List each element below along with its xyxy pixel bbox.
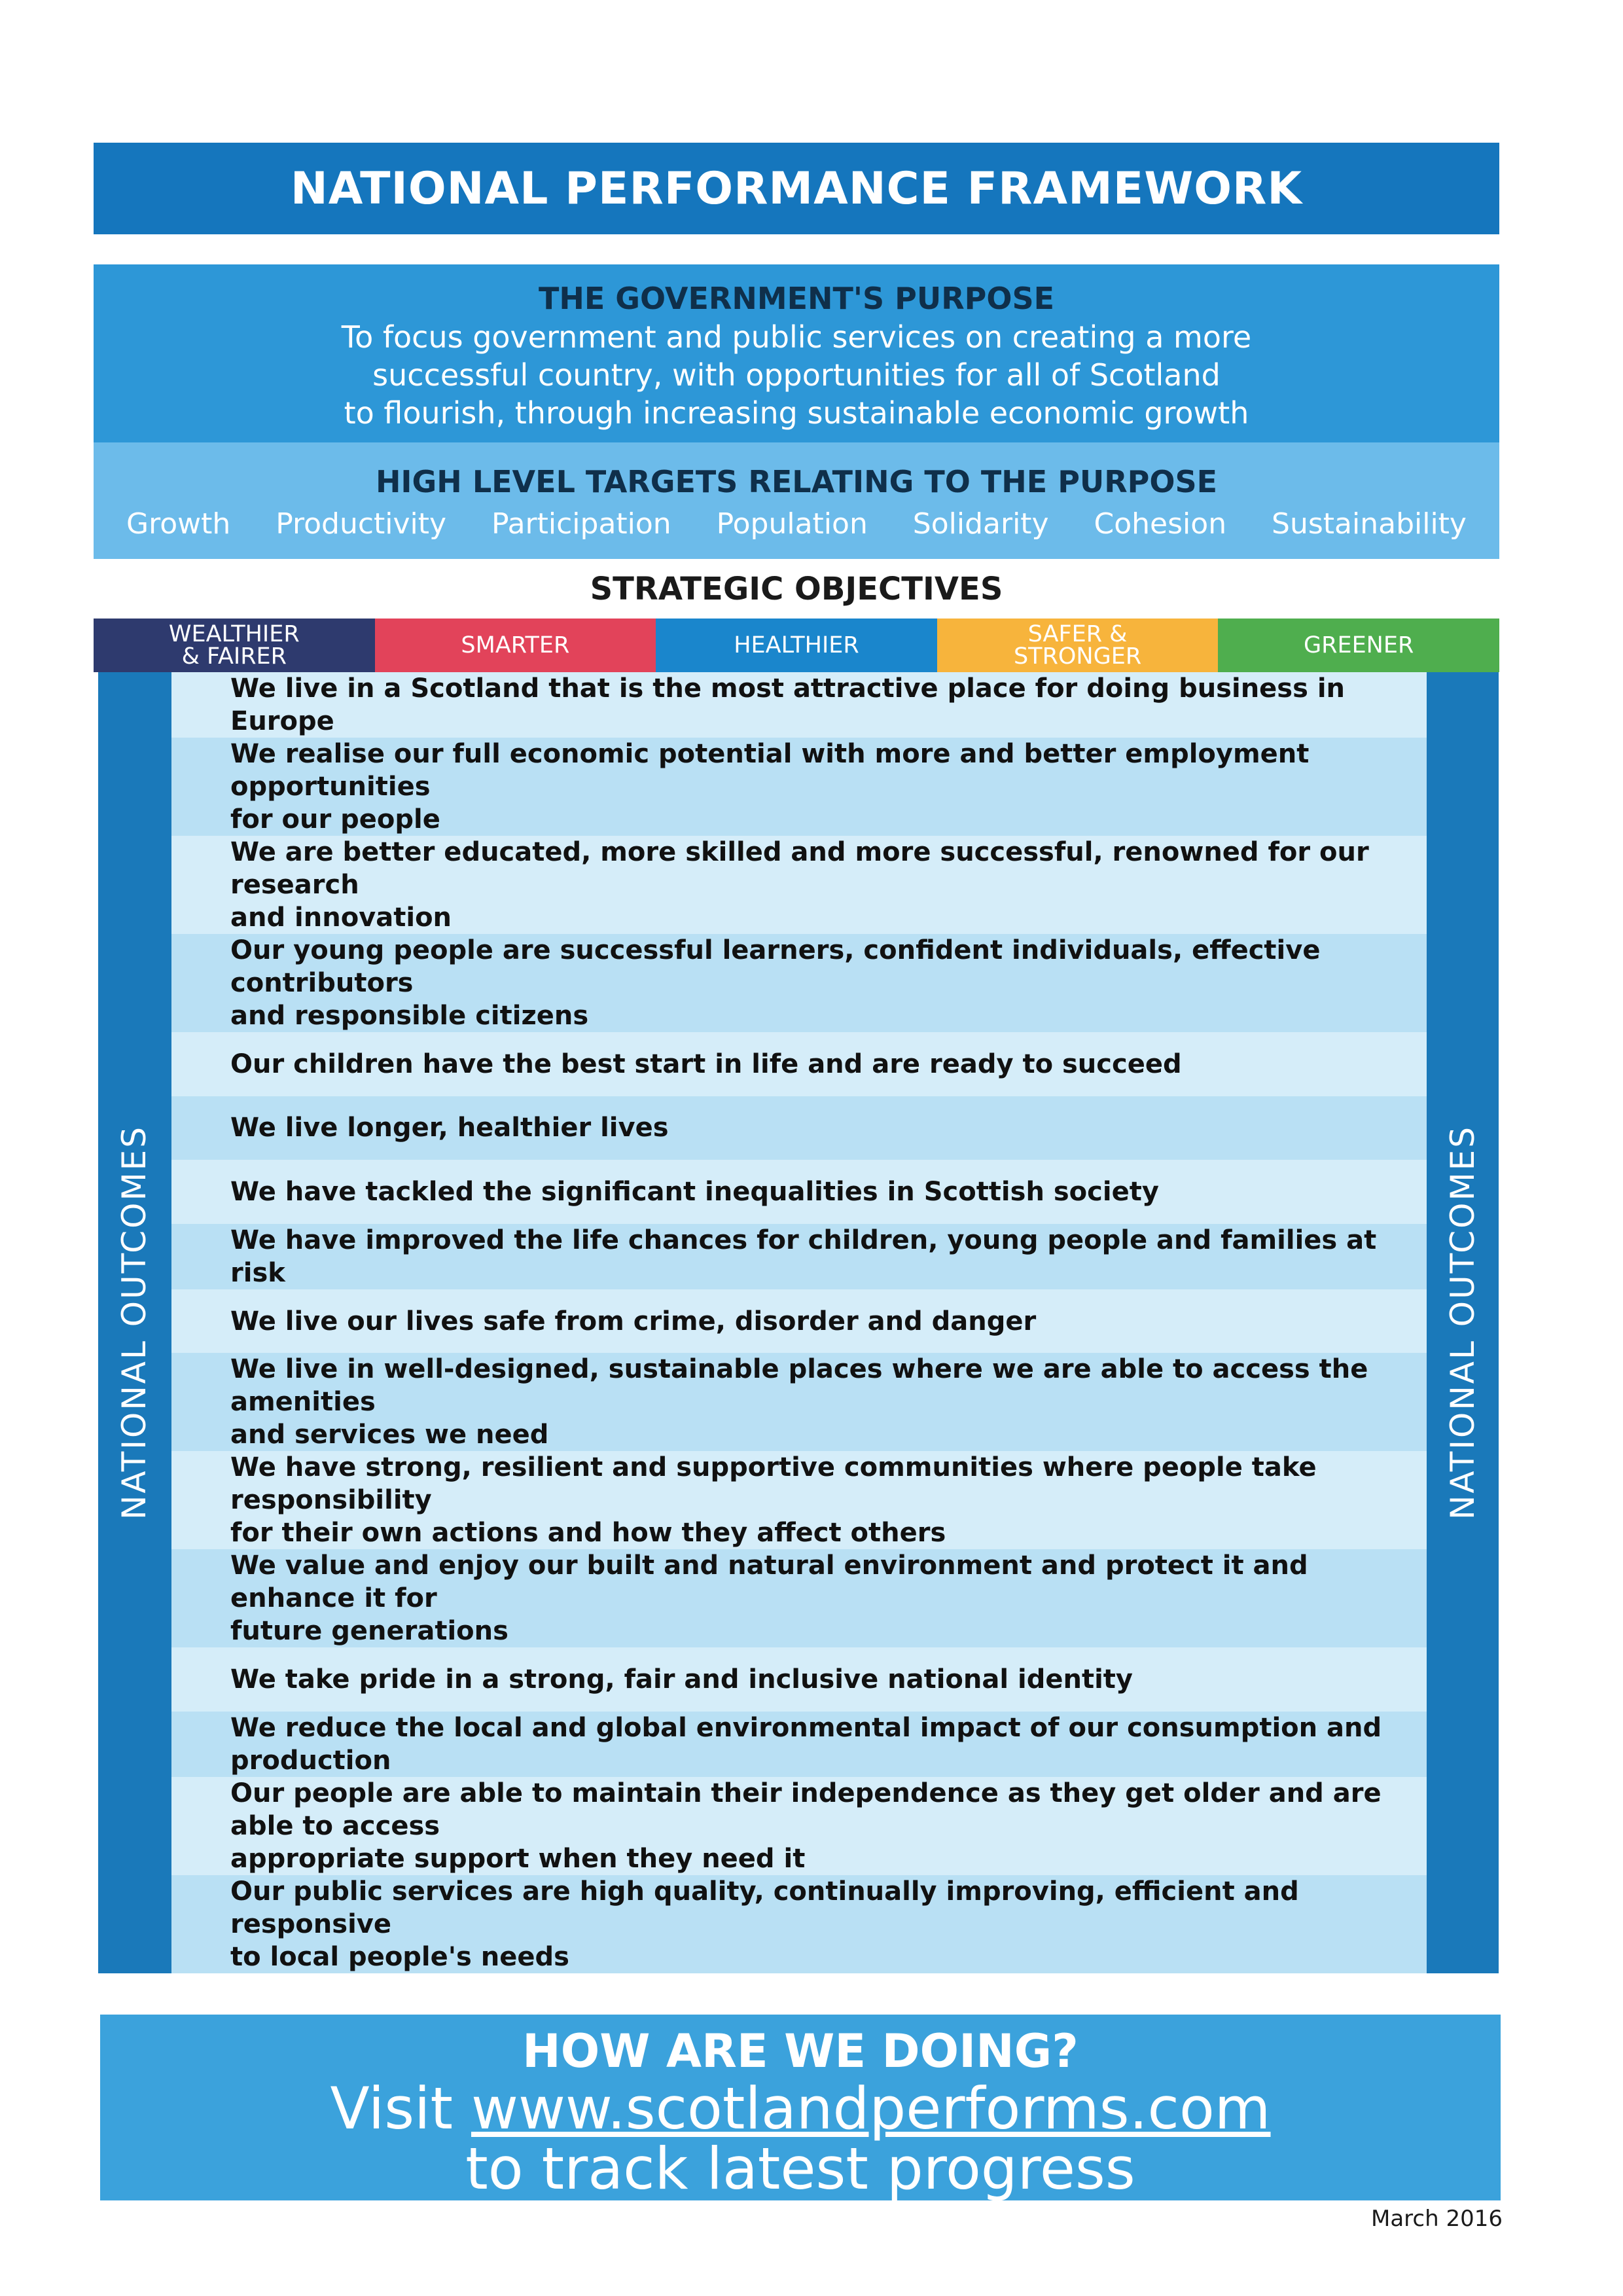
outcome-row [171,1032,1427,1096]
objective-smarter [375,619,656,672]
outcome-text: appropriate support when they need it [230,1843,806,1874]
objective-label-line: WEALTHIER [168,621,300,647]
outcome-row [171,1224,1427,1289]
strategic-objectives-heading: STRATEGIC OBJECTIVES [590,571,1003,607]
high-level-targets-panel [94,442,1499,559]
outcome-row [171,1289,1427,1354]
outcome-text: Our young people are successful learners, confident individuals, effective contributors [230,935,1321,998]
outcome-text: Our public services are high quality, continually improving, efficient and responsive [230,1876,1299,1939]
objective-greener [1218,619,1499,672]
target-population: Population [716,507,868,541]
outcome-row [171,836,1427,934]
objective-label-line: HEALTHIER [734,632,859,658]
outcome-row [171,1549,1427,1647]
targets-list [94,505,1499,543]
outcome-text: We reduce the local and global environmental impact of our consumption and production [230,1712,1382,1776]
outcome-text: for their own actions and how they affect others [230,1518,946,1549]
outcome-text: We live longer, healthier lives [230,1113,669,1143]
outcome-row [171,1160,1427,1224]
targets-heading: HIGH LEVEL TARGETS RELATING TO THE PURPOSE [375,464,1218,499]
outcome-row [171,738,1427,836]
target-participation: Participation [491,507,671,541]
target-cohesion: Cohesion [1094,507,1227,541]
outcome-row [171,672,1427,738]
government-purpose-panel [94,264,1499,442]
objective-label-line: STRONGER [1013,643,1142,670]
scotlandperforms-link[interactable]: www.scotlandperforms.com [471,2075,1271,2142]
outcome-text: We have improved the life chances for children, young people and families at risk [230,1225,1377,1288]
outcome-text: We realise our full economic potential with more and better employment opportunities [230,739,1310,802]
outcome-row [171,1451,1427,1549]
national-outcomes-side-label-left [98,672,170,1973]
objective-healthier [656,619,937,672]
target-solidarity: Solidarity [912,507,1049,541]
objective-label-line: & FAIRER [181,643,287,670]
objective-label-line: SAFER & [1027,621,1128,647]
outcome-row [171,1647,1427,1712]
objective-safer-stronger [937,619,1219,672]
outcome-text: Our children have the best start in life and are ready to succeed [230,1049,1182,1079]
outcome-row [171,1353,1427,1451]
outcome-text: We take pride in a strong, fair and inclusive national identity [230,1664,1133,1695]
objective-label-line: GREENER [1304,632,1414,658]
side-label-text: NATIONAL OUTCOMES [115,1125,153,1520]
strategic-objectives-bar [94,619,1499,672]
purpose-line-2: successful country, with opportunities for all of Scotland [372,357,1221,393]
how-are-we-doing-panel [100,2015,1501,2200]
outcome-text: for our people [230,804,440,834]
outcome-text: We have strong, resilient and supportive communities where people take responsibility [230,1452,1317,1516]
side-label-text: NATIONAL OUTCOMES [1444,1125,1482,1520]
footer-visit-prefix: Visit [330,2075,471,2142]
outcome-row [171,1096,1427,1160]
outcome-text: We have tackled the significant inequalities in Scottish society [230,1176,1159,1207]
objective-wealthier-fairer [94,619,375,672]
outcome-text: and innovation [230,903,452,933]
footer-question: HOW ARE WE DOING? [522,2024,1079,2078]
outcome-row [171,934,1427,1032]
target-growth: Growth [126,507,231,541]
outcome-row [171,1712,1427,1777]
publication-date: March 2016 [1371,2206,1503,2232]
outcome-text: and services we need [230,1420,549,1450]
outcome-text: Our people are able to maintain their independence as they get older and are able to access [230,1778,1382,1841]
outcome-text: future generations [230,1616,508,1647]
purpose-heading: THE GOVERNMENT'S PURPOSE [538,281,1055,316]
outcome-text: We live our lives safe from crime, disorder and danger [230,1306,1037,1336]
outcome-text: We value and enjoy our built and natural environment and protect it and enhance it for [230,1551,1308,1614]
footer-visit-line [100,2075,1501,2142]
purpose-line-1: To focus government and public services on creating a more [341,319,1252,355]
outcome-text: to local people's needs [230,1941,569,1972]
page-title: NATIONAL PERFORMANCE FRAMEWORK [94,143,1499,234]
outcome-text: We live in a Scotland that is the most attractive place for doing business in Europe [230,673,1346,736]
outcome-text: We live in well-designed, sustainable places where we are able to access the amenities [230,1354,1368,1418]
objective-label-line: SMARTER [461,632,570,658]
national-outcomes-side-label-right [1427,672,1499,1973]
outcome-text: and responsible citizens [230,1001,589,1031]
outcome-row [171,1875,1427,1973]
target-productivity: Productivity [276,507,447,541]
outcome-row [171,1777,1427,1875]
footer-track-line: to track latest progress [465,2135,1135,2202]
outcome-text: We are better educated, more skilled and more successful, renowned for our research [230,837,1369,900]
target-sustainability: Sustainability [1272,507,1467,541]
purpose-line-3: to flourish, through increasing sustainable economic growth [344,395,1249,431]
national-outcomes-list [171,672,1427,1973]
